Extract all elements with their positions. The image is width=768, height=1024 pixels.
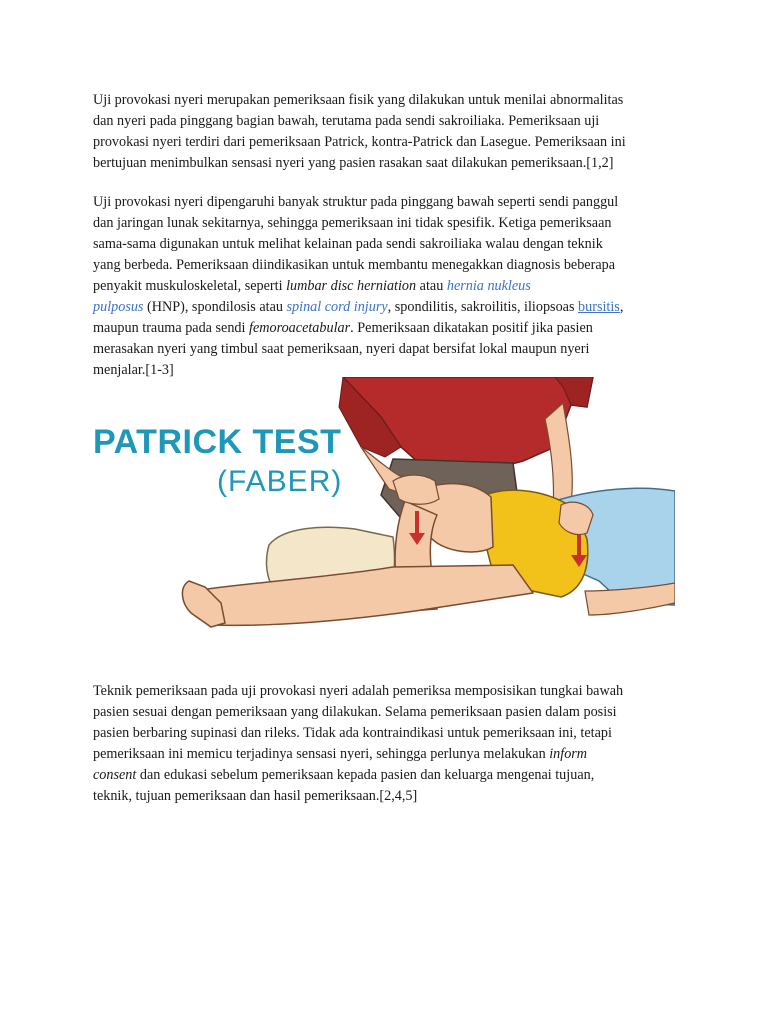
- text-line: dan nyeri pada pinggang bagian bawah, terutama pada sendi sakroiliaka. Pemeriksaan uji: [93, 113, 600, 129]
- term-inform-consent: consent: [93, 767, 137, 783]
- text-line: Teknik pemeriksaan pada uji provokasi nyeri adalah pemeriksa memposisikan tungkai bawah: [93, 683, 624, 699]
- text-line: pasien berbaring supinasi dan rileks. Tidak ada kontraindikasi untuk pemeriksaan ini, tetapi: [93, 725, 612, 741]
- term-femoroacetabular: femoroacetabular: [249, 320, 351, 336]
- paragraph-intro: [93, 90, 679, 174]
- text-line: yang berbeda. Pemeriksaan diindikasikan untuk membantu menegakkan diagnosis beberapa: [93, 257, 616, 273]
- text-line: sama-sama digunakan untuk melihat kelainan pada sendi sakroiliaka walau dengan teknik: [93, 236, 603, 252]
- link-hernia-nukleus-pulposus[interactable]: hernia nukleus: [446, 278, 531, 294]
- text-run: atau: [416, 278, 447, 294]
- text-line: menjalar.[1-3]: [93, 362, 174, 378]
- paragraph-technique: [93, 681, 679, 807]
- text-line: provokasi nyeri terdiri dari pemeriksaan Patrick, kontra-Patrick dan Lasegue. Pemeriksaan ini: [93, 134, 626, 150]
- link-bursitis[interactable]: bursitis: [578, 299, 620, 315]
- text-line: [93, 297, 679, 318]
- text-line: [93, 744, 679, 765]
- term-inform-consent: inform: [549, 746, 588, 762]
- patrick-test-illustration: [93, 377, 675, 642]
- examination-illustration: [93, 377, 675, 642]
- link-hernia-nukleus-pulposus[interactable]: pulposus: [93, 299, 144, 315]
- text-line: Uji provokasi nyeri dipengaruhi banyak struktur pada pinggang bawah seperti sendi panggul: [93, 194, 619, 210]
- text-run: penyakit muskuloskeletal, seperti: [93, 278, 287, 294]
- text-line: dan jaringan lunak sekitarnya, sehingga pemeriksaan ini tidak spesifik. Ketiga pemeriksaan: [93, 215, 612, 231]
- text-run: dan edukasi sebelum pemeriksaan kepada pasien dan keluarga mengenai tujuan,: [136, 767, 595, 783]
- text-run: ,: [619, 299, 624, 315]
- text-run: (HNP), spondilosis atau: [143, 299, 287, 315]
- text-line: [93, 765, 679, 786]
- paragraph-structures: [93, 192, 679, 381]
- figure-subtitle: (FABER): [217, 465, 343, 498]
- text-line: Uji provokasi nyeri merupakan pemeriksaan fisik yang dilakukan untuk menilai abnormalitas: [93, 92, 624, 108]
- text-line: bertujuan menimbulkan sensasi nyeri yang pasien rasakan saat dilakukan pemeriksaan.[1,2]: [93, 155, 614, 171]
- text-line: merasakan nyeri yang timbul saat pemeriksaan, nyeri dapat bersifat lokal maupun nyeri: [93, 341, 590, 357]
- figure-title: PATRICK TEST: [93, 423, 342, 461]
- text-line: [93, 318, 679, 339]
- link-spinal-cord-injury[interactable]: spinal cord injury: [286, 299, 388, 315]
- text-run: . Pemeriksaan dikatakan positif jika pasien: [350, 320, 593, 336]
- text-line: teknik, tujuan pemeriksaan dan hasil pemeriksaan.[2,4,5]: [93, 788, 418, 804]
- term-lumbar-disc-herniation: lumbar disc herniation: [286, 278, 417, 294]
- text-run: , spondilitis, sakroilitis, iliopsoas: [387, 299, 579, 315]
- text-run: pemeriksaan ini memicu terjadinya sensasi nyeri, sehingga perlunya melakukan: [93, 746, 550, 762]
- text-line: [93, 276, 679, 297]
- text-run: maupun trauma pada sendi: [93, 320, 250, 336]
- text-line: pasien sesuai dengan pemeriksaan yang dilakukan. Selama pemeriksaan pasien dalam posisi: [93, 704, 617, 720]
